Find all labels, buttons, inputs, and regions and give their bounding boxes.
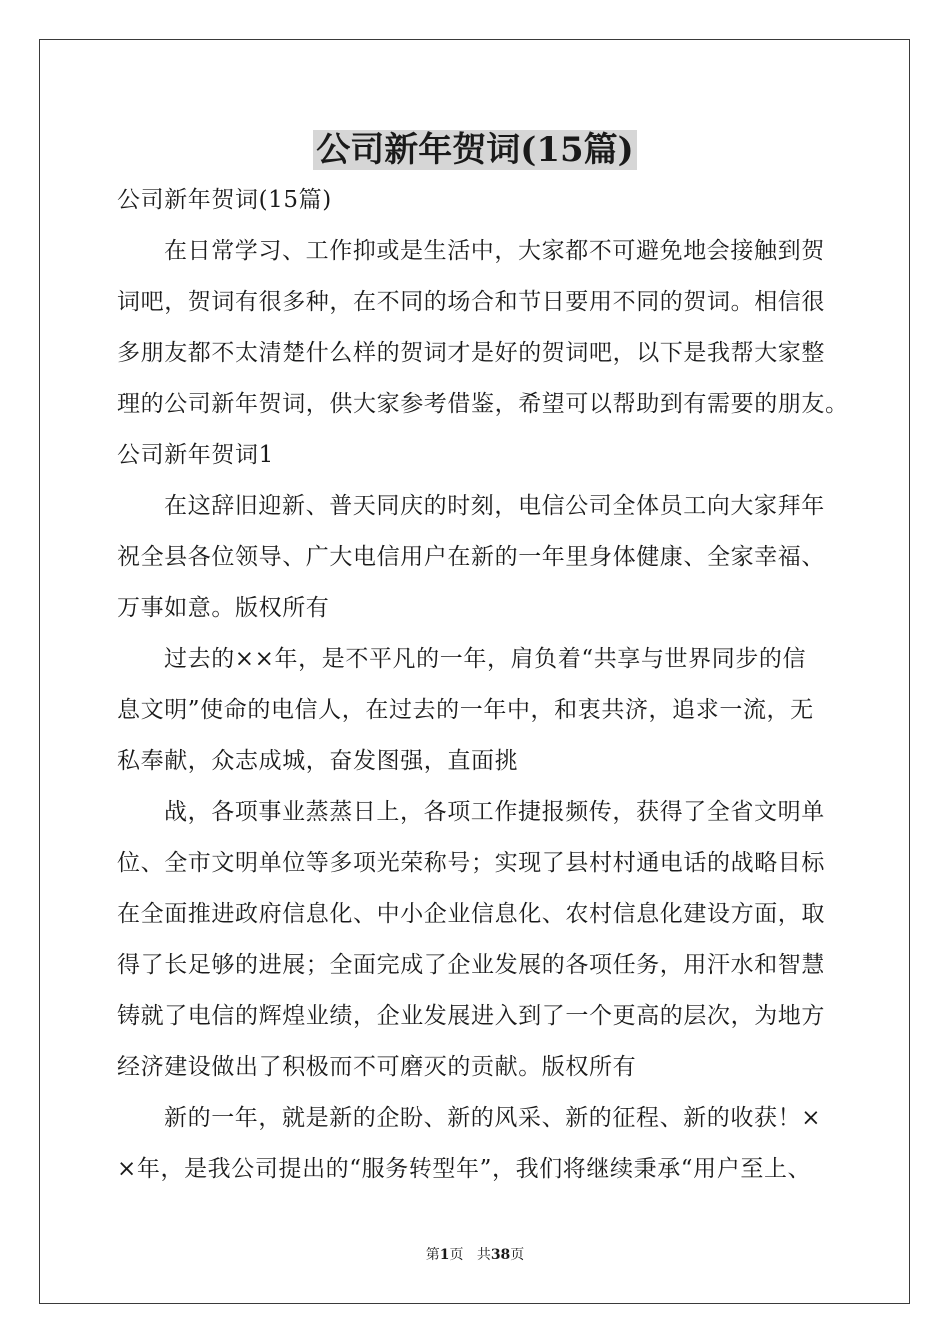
paragraph-line: 词吧，贺词有很多种，在不同的场合和节日要用不同的贺词。相信很 — [117, 289, 825, 315]
paragraph-line: 在全面推进政府信息化、中小企业信息化、农村信息化建设方面，取 — [117, 901, 825, 927]
subtitle-line: 公司新年贺词(15篇) — [117, 187, 332, 213]
paragraph-line: 息文明”使命的电信人，在过去的一年中，和衷共济，追求一流，无 — [117, 697, 814, 723]
section-heading: 公司新年贺词1 — [117, 442, 274, 468]
total-unit: 页 — [510, 1247, 525, 1263]
document-title-text: 公司新年贺词(15篇) — [313, 130, 637, 170]
paragraph-line: ×年，是我公司提出的“服务转型年”，我们将继续秉承“用户至上、 — [117, 1156, 812, 1182]
paragraph-line: 战，各项事业蒸蒸日上，各项工作捷报频传，获得了全省文明单 — [164, 799, 825, 825]
paragraph-line: 铸就了电信的辉煌业绩，企业发展进入到了一个更高的层次，为地方 — [117, 1003, 825, 1029]
paragraph-line: 新的一年，就是新的企盼、新的风采、新的征程、新的收获！× — [164, 1105, 822, 1131]
paragraph-line: 多朋友都不太清楚什么样的贺词才是好的贺词吧，以下是我帮大家整 — [117, 340, 825, 366]
paragraph-line: 祝全县各位领导、广大电信用户在新的一年里身体健康、全家幸福、 — [117, 544, 825, 570]
document-body — [117, 178, 849, 1198]
paragraph-line: 位、全市文明单位等多项光荣称号；实现了县村村通电话的战略目标 — [117, 850, 825, 876]
paragraph-line: 在这辞旧迎新、普天同庆的时刻，电信公司全体员工向大家拜年 — [164, 493, 825, 519]
paragraph-line: 私奉献，众志成城，奋发图强，直面挑 — [117, 748, 519, 774]
paragraph-line: 过去的××年，是不平凡的一年，肩负着“共享与世界同步的信 — [164, 646, 807, 672]
paragraph-line: 理的公司新年贺词，供大家参考借鉴，希望可以帮助到有需要的朋友。 — [117, 391, 849, 417]
total-label: 共 — [476, 1247, 491, 1263]
page-footer — [0, 1245, 950, 1265]
paragraph-line: 万事如意。版权所有 — [117, 595, 330, 621]
document-title — [0, 124, 950, 176]
paragraph-line: 得了长足够的进展；全面完成了企业发展的各项任务，用汗水和智慧 — [117, 952, 825, 978]
page-unit: 页 — [449, 1247, 464, 1263]
page-current: 1 — [439, 1247, 450, 1263]
page-label: 第 — [425, 1247, 440, 1263]
paragraph-line: 经济建设做出了积极而不可磨灭的贡献。版权所有 — [117, 1054, 637, 1080]
paragraph-line: 在日常学习、工作抑或是生活中，大家都不可避免地会接触到贺 — [164, 238, 825, 264]
page-total: 38 — [490, 1247, 511, 1263]
